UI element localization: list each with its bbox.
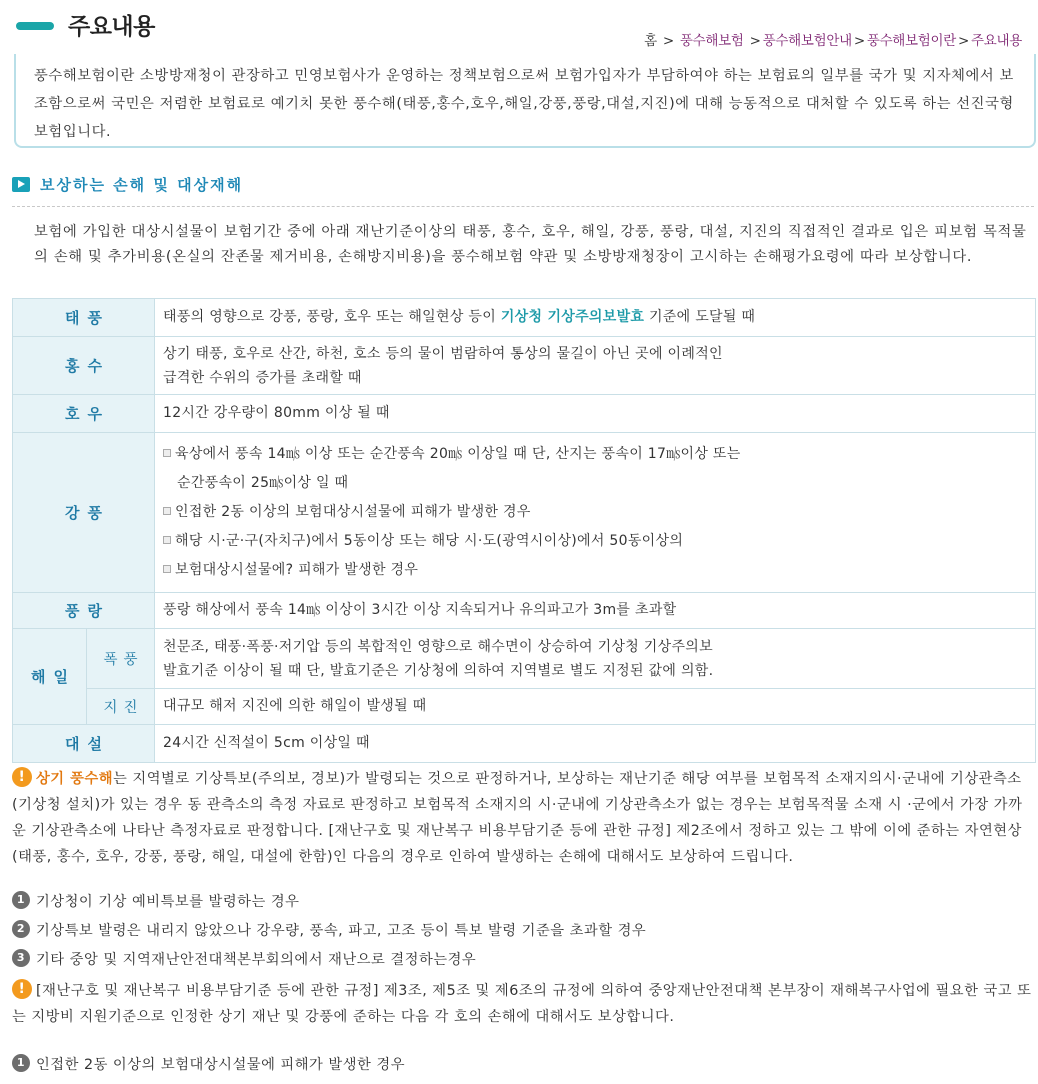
breadcrumb-current: 주요내용: [971, 33, 1022, 49]
bullet-item: [163, 498, 1027, 527]
square-bullet-icon: [163, 565, 171, 573]
list-item-text: 기상청이 기상 예비특보를 발령하는 경우: [36, 894, 300, 910]
row-label-heavyrain: 호우: [13, 395, 155, 433]
title-bar-icon: [16, 22, 54, 30]
table-row-heavyrain: [13, 395, 1036, 433]
intro-text: 풍수해보험이란 소방방재청이 관장하고 민영보험사가 운영하는 정책보험으로써 보험가입자가 부담하여야 하는 보험료의 일부를 국가 및 지자체에서 보조함으로써 국민은 저렴한 보험료로 예기치 못한 풍수해(태풍,홍수,호우,해일,강풍,풍랑,대설,지진)에 대해 능동적으로 대처할 수 있도록 하는 선진국형 보험입니다.: [34, 68, 1014, 140]
list-item-text: 인접한 2동 이상의 보험대상시설물에 피해가 발생한 경우: [36, 1057, 406, 1073]
number-1-icon: 1: [12, 891, 30, 909]
list-item: [12, 920, 646, 940]
row-label-flood: 홍수: [13, 337, 155, 395]
disaster-criteria-table: [12, 298, 1036, 763]
table-row-tsunami-quake: [13, 689, 1036, 725]
dashed-divider: [12, 206, 1034, 207]
row-label-wave: 풍랑: [13, 593, 155, 629]
breadcrumb-separator: >: [853, 33, 865, 49]
breadcrumb-item-insurance[interactable]: 풍수해보험: [679, 33, 744, 49]
row-content-heavyrain: 12시간 강우량이 80mm 이상 될 때: [155, 395, 1036, 433]
typhoon-highlight: 기상청 기상주의보발효: [500, 309, 645, 325]
bullet-text: 육상에서 풍속 14㎧ 이상 또는 순간풍속 20㎧ 이상일 때 단, 산지는 풍속이 17㎧이상 또는: [175, 446, 741, 462]
note-text: [재난구호 및 재난복구 비용부담기준 등에 관한 규정] 제3조, 제5조 및 제6조의 규정에 의하여 중앙재난안전대책 본부장이 재해복구사업에 필요한 국고 또는 지방비 지원기준으로 인정한 상기 재난 및 강풍에 준하는 다음 각 호의 손해에 대해서도 보상합니다.: [12, 983, 1032, 1025]
breadcrumb-item-about[interactable]: 풍수해보험이란: [866, 33, 957, 49]
warning-icon: !: [12, 979, 32, 999]
square-bullet-icon: [163, 536, 171, 544]
breadcrumb-home-link[interactable]: 홈: [644, 33, 657, 49]
breadcrumb: [644, 29, 1022, 49]
table-row-flood: [13, 337, 1036, 395]
row-label-strongwind: 강풍: [13, 433, 155, 593]
typhoon-text-end: 기준에 도달될 때: [644, 309, 756, 325]
section-title: 보상하는 손해 및 대상재해: [40, 176, 244, 194]
row-label-snow: 대설: [13, 725, 155, 763]
row-label-typhoon: 태풍: [13, 299, 155, 337]
square-bullet-icon: [163, 507, 171, 515]
table-row-snow: [13, 725, 1036, 763]
number-1-icon: 1: [12, 1054, 30, 1072]
breadcrumb-separator: >: [958, 33, 970, 49]
number-2-icon: 2: [12, 920, 30, 938]
bullet-text: 보험대상시설물에? 피해가 발생한 경우: [175, 562, 419, 578]
breadcrumb-separator: >: [662, 33, 674, 49]
flood-line-2: 급격한 수위의 증가를 초래할 때: [163, 369, 362, 386]
bullet-item: [163, 527, 1027, 556]
bullet-text: 인접한 2동 이상의 보험대상시설물에 피해가 발생한 경우: [175, 504, 531, 520]
row-content-flood: [155, 337, 1036, 395]
storm-line-1: 천문조, 태풍·폭풍·저기압 등의 복합적인 영향으로 해수면이 상승하여 기상청 기상주의보: [163, 638, 713, 655]
list-item: [12, 891, 299, 911]
breadcrumb-item-guide[interactable]: 풍수해보험안내: [762, 33, 852, 49]
storm-line-2: 발효기준 이상이 될 때 단, 발효기준은 기상청에 의하여 지역별로 별도 지정된 값에 의함.: [163, 662, 714, 679]
list-item-text: 기상특보 발령은 내리지 않았으나 강우량, 풍속, 파고, 고조 등이 특보 발령 기준을 초과할 경우: [36, 923, 647, 939]
table-row-tsunami-storm: [13, 629, 1036, 689]
intro-box: [14, 54, 1036, 148]
page-title: 주요내용: [68, 14, 155, 40]
list-item: [12, 949, 476, 969]
note-paragraph-1: [12, 766, 1036, 870]
breadcrumb-separator: >: [749, 33, 761, 49]
table-row-wave: [13, 593, 1036, 629]
row-content-typhoon: [155, 299, 1036, 337]
square-bullet-icon: [163, 449, 171, 457]
table-row-typhoon: [13, 299, 1036, 337]
bullet-text: 해당 시·군·구(자치구)에서 5동이상 또는 해당 시·도(광역시이상)에서 50동이상의: [175, 533, 684, 549]
row-content-tsunami-quake: 대규모 해저 지진에 의한 해일이 발생될 때: [155, 689, 1036, 725]
row-content-strongwind: [155, 433, 1036, 593]
typhoon-text: 태풍의 영향으로 강풍, 풍랑, 호우 또는 해일현상 등이: [163, 309, 501, 325]
number-3-icon: 3: [12, 949, 30, 967]
bullet-item: [163, 440, 1027, 469]
flood-line-1: 상기 태풍, 호우로 산간, 하천, 호소 등의 물이 범람하여 통상의 물길이 아닌 곳에 이례적인: [163, 345, 723, 362]
arrow-box-icon: [12, 177, 30, 192]
warning-icon: !: [12, 767, 32, 787]
page-header: [12, 6, 1032, 49]
list-item: [12, 1054, 405, 1074]
row-content-wave: 풍랑 해상에서 풍속 14㎧ 이상이 3시간 이상 지속되거나 유의파고가 3m를 초과할: [155, 593, 1036, 629]
note-paragraph-2: [12, 978, 1036, 1030]
sub-label-storm: 폭풍: [87, 629, 155, 689]
bullet-item: [163, 556, 1027, 585]
section-lead-text: 보험에 가입한 대상시설물이 보험기간 중에 아래 재난기준이상의 태풍, 홍수, 호우, 해일, 강풍, 풍랑, 대설, 지진의 직접적인 결과로 입은 피보험 목적물의 손해 및 추가비용(온실의 잔존물 제거비용, 손해방지비용)을 풍수해보험 약관 및 소방방재청장이 고시하는 손해평가요령에 따라 보상합니다.: [34, 224, 1027, 265]
row-content-snow: 24시간 신적설이 5cm 이상일 때: [155, 725, 1036, 763]
bullet-continuation: 순간풍속이 25㎧이상 일 때: [177, 475, 349, 491]
row-content-tsunami-storm: [155, 629, 1036, 689]
row-label-tsunami: 해일: [13, 629, 87, 725]
sub-label-quake: 지진: [87, 689, 155, 725]
note-highlight: 상기 풍수해: [36, 771, 114, 787]
list-item-text: 기타 중앙 및 지역재난안전대책본부회의에서 재난으로 결정하는경우: [36, 952, 477, 968]
note-text: 는 지역별로 기상특보(주의보, 경보)가 발령되는 것으로 판정하거나, 보상하는 재난기준 해당 여부를 보험목적 소재지의시·군내에 기상관측소(기상청 설치)가 있는 경우 동 관측소의 측정 자료로 판정하고 보험목적 소재지의 시·군내에 기상관측소가 없는 경우는 보험목적물 소재 시 ·군에서 가장 가까운 기상관측소에 나타난 측정자료로 판정합니다. [재난구호 및 재난복구 비용부담기준 등에 관한 규정] 제2조에서 정하고 있는 그 밖에 이에 준하는 자연현상(태풍, 홍수, 호우, 강풍, 풍랑, 해일, 대설에 한함)인 다음의 경우로 인하여 발생하는 손해에 대해서도 보상하여 드립니다.: [12, 771, 1023, 865]
table-row-strongwind: [13, 433, 1036, 593]
